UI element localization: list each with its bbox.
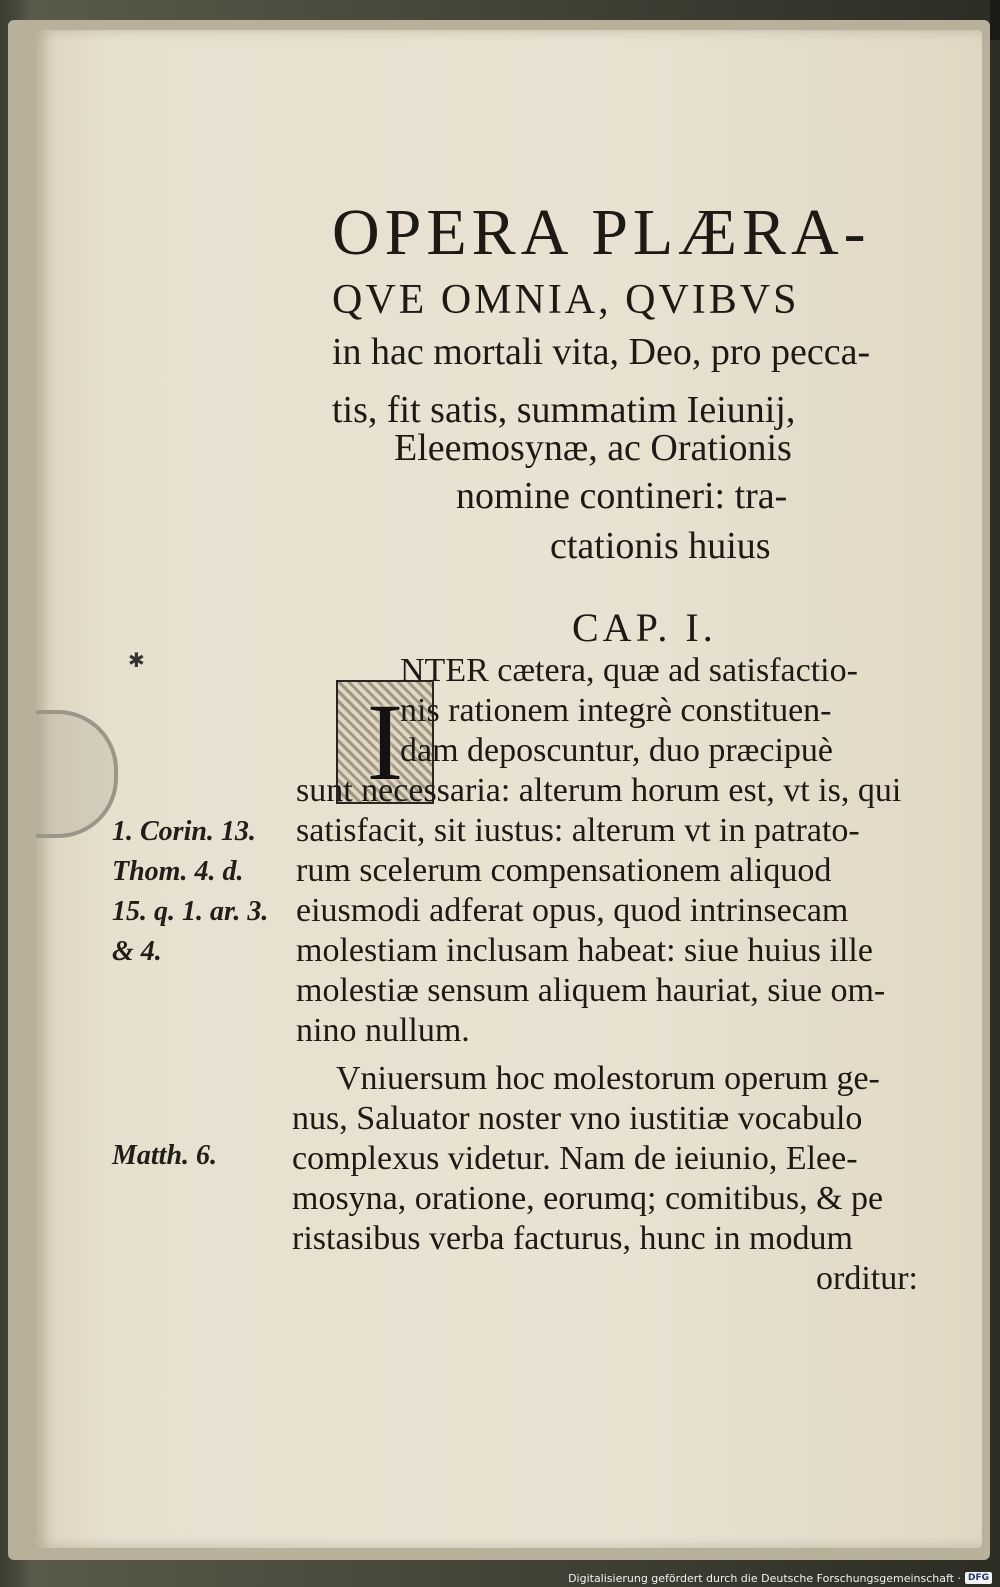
margin-note: & 4. (112, 936, 162, 967)
body-line: sunt necessaria: alterum horum est, vt is, qui (296, 772, 902, 809)
body-line: mosyna, oratione, eorumq; comitibus, & pe (292, 1180, 884, 1217)
title-line: QVE OMNIA, QVIBVS (332, 277, 800, 323)
title-line: tis, fit satis, summatim Ieiunij, (332, 389, 796, 431)
body-line: rum scelerum compensationem aliquod (296, 852, 832, 889)
body-line: ristasibus verba facturus, hunc in modum (292, 1220, 853, 1257)
title-line: ctationis huius (550, 525, 771, 567)
margin-note: Thom. 4. d. (112, 856, 244, 887)
body-line: orditur: (816, 1260, 918, 1297)
book-page (36, 30, 982, 1548)
body-line: satisfacit, sit iustus: alterum vt in patrato- (296, 812, 860, 849)
margin-note: Matth. 6. (112, 1140, 218, 1171)
body-line: NTER cætera, quæ ad satisfactio- (400, 652, 858, 689)
clasp-ring (36, 710, 118, 838)
digitization-credit (568, 1570, 992, 1586)
body-line: nino nullum. (296, 1012, 470, 1049)
body-line: eiusmodi adferat opus, quod intrinsecam (296, 892, 849, 929)
title-line: Eleemosynæ, ac Orationis (394, 427, 792, 469)
title-line: in hac mortali vita, Deo, pro pecca- (332, 331, 871, 373)
page-mark: ✱ (128, 648, 145, 672)
body-line: nis rationem integrè constituen- (400, 692, 832, 729)
body-line: molestiæ sensum aliquem hauriat, siue om- (296, 972, 886, 1009)
title-line: OPERA PLÆRA- (332, 196, 871, 269)
body-line: dam deposcuntur, duo præcipuè (400, 732, 833, 769)
body-line: complexus videtur. Nam de ieiunio, Elee- (292, 1140, 858, 1177)
dfg-logo: DFG (965, 1572, 992, 1584)
body-line: molestiam inclusam habeat: siue huius ille (296, 932, 873, 969)
corner-mark (990, 0, 1000, 40)
margin-note: 15. q. 1. ar. 3. (112, 896, 269, 927)
body-line: Vniuersum hoc molestorum operum ge- (336, 1060, 880, 1097)
margin-note: 1. Corin. 13. (112, 816, 256, 847)
credit-text: Digitalisierung gefördert durch die Deutsche Forschungsgemeinschaft · (568, 1571, 961, 1585)
title-line: nomine contineri: tra- (456, 475, 788, 517)
body-line: nus, Saluator noster vno iustitiæ vocabulo (292, 1100, 863, 1137)
initial-letter: I (366, 681, 404, 803)
chapter-heading: CAP. I. (572, 605, 717, 650)
